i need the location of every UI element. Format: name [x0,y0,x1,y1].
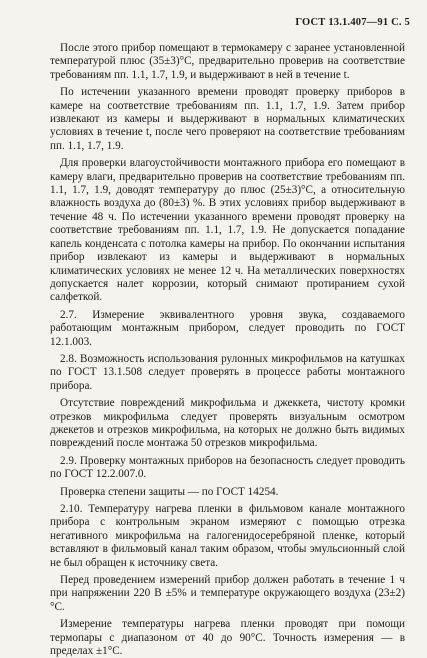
document-body [50,42,405,658]
paragraph: 2.8. Возможность использования рулонных микрофильмов на катушках по ГОСТ 13.1.508 следует проверять в процессе работы монтажного прибора. [50,352,405,392]
paragraph: Проверка степени защиты — по ГОСТ 14254. [60,485,279,498]
paragraph: Для проверки влагоустойчивости монтажного прибора его помещают в камеру влаги, предварительно проверив на соответствие требованиям пп. 1.1, 1.7, 1.9, доводят температуру до плюс (25±3)°С, а относительную влажность воздуха до (80±3) %. В этих условиях прибор выдерживают в течение 48 ч. По истечении указанного времени проводят проверку на соответствие требованиям пп. 1.1, 1.7, 1.9. Не допускается попадание капель конденсата с потолка камеры на прибор. По окончании испытания прибор извлекают из камеры и выдерживают в нормальных климатических условиях не менее 12 ч. На металлических поверхностях допускается налет коррозии, который снимают протиранием сухой салфеткой. [50,157,405,304]
paragraph: Измерение температуры нагрева пленки проводят при помощи термопары с диапазоном от 40 до 90°С. Точность измерения — в пределах ±1°С. [50,618,405,658]
page-header: ГОСТ 13.1.407—91 С. 5 [295,17,410,28]
paragraph: 2.10. Температуру нагрева пленки в фильмовом канале монтажного прибора с контрольным экраном измеряют с помощью отрезка негативного микрофильма на галогенидосеребряной пленке, который вставляют в фильмовый канал таким образом, чтобы эмульсионный слой не был обращен к источнику света. [50,503,405,569]
paragraph: Отсутствие повреждений микрофильма и джеккета, чистоту кромки отрезков микрофильма следует проверять визуальным осмотром джекетов и отрезков микрофильма, на которых не должно быть видимых повреждений после монтажа 50 отрезков микрофильма. [50,397,405,450]
paragraph: Перед проведением измерений прибор должен работать в течение 1 ч при напряжении 220 В ±5% и температуре окружающего воздуха (23±2)°С. [50,574,405,613]
paragraph: 2.7. Измерение эквивалентного уровня звука, создаваемого работающим монтажным прибором, следует проводить по ГОСТ 12.1.003. [50,308,405,348]
paragraph: 2.9. Проверку монтажных приборов на безопасность следует проводить по ГОСТ 12.2.007.0. [50,454,405,481]
paragraph: После этого прибор помещают в термокамеру с заранее установленной температурой плюс (35±3)°С, предварительно проверив на соответствие требованиям пп. 1.1, 1.7, 1.9, и выдерживают в ней в течение t. [50,42,405,81]
paragraph: По истечении указанного времени проводят проверку приборов в камере на соответствие требованиям пп. 1.1, 1.7, 1.9. Затем прибор извлекают из камеры и выдерживают в нормальных климатических условиях в течение t, после чего проверяют на соответствие требованиям пп. 1.1, 1.7, 1.9. [50,86,405,152]
